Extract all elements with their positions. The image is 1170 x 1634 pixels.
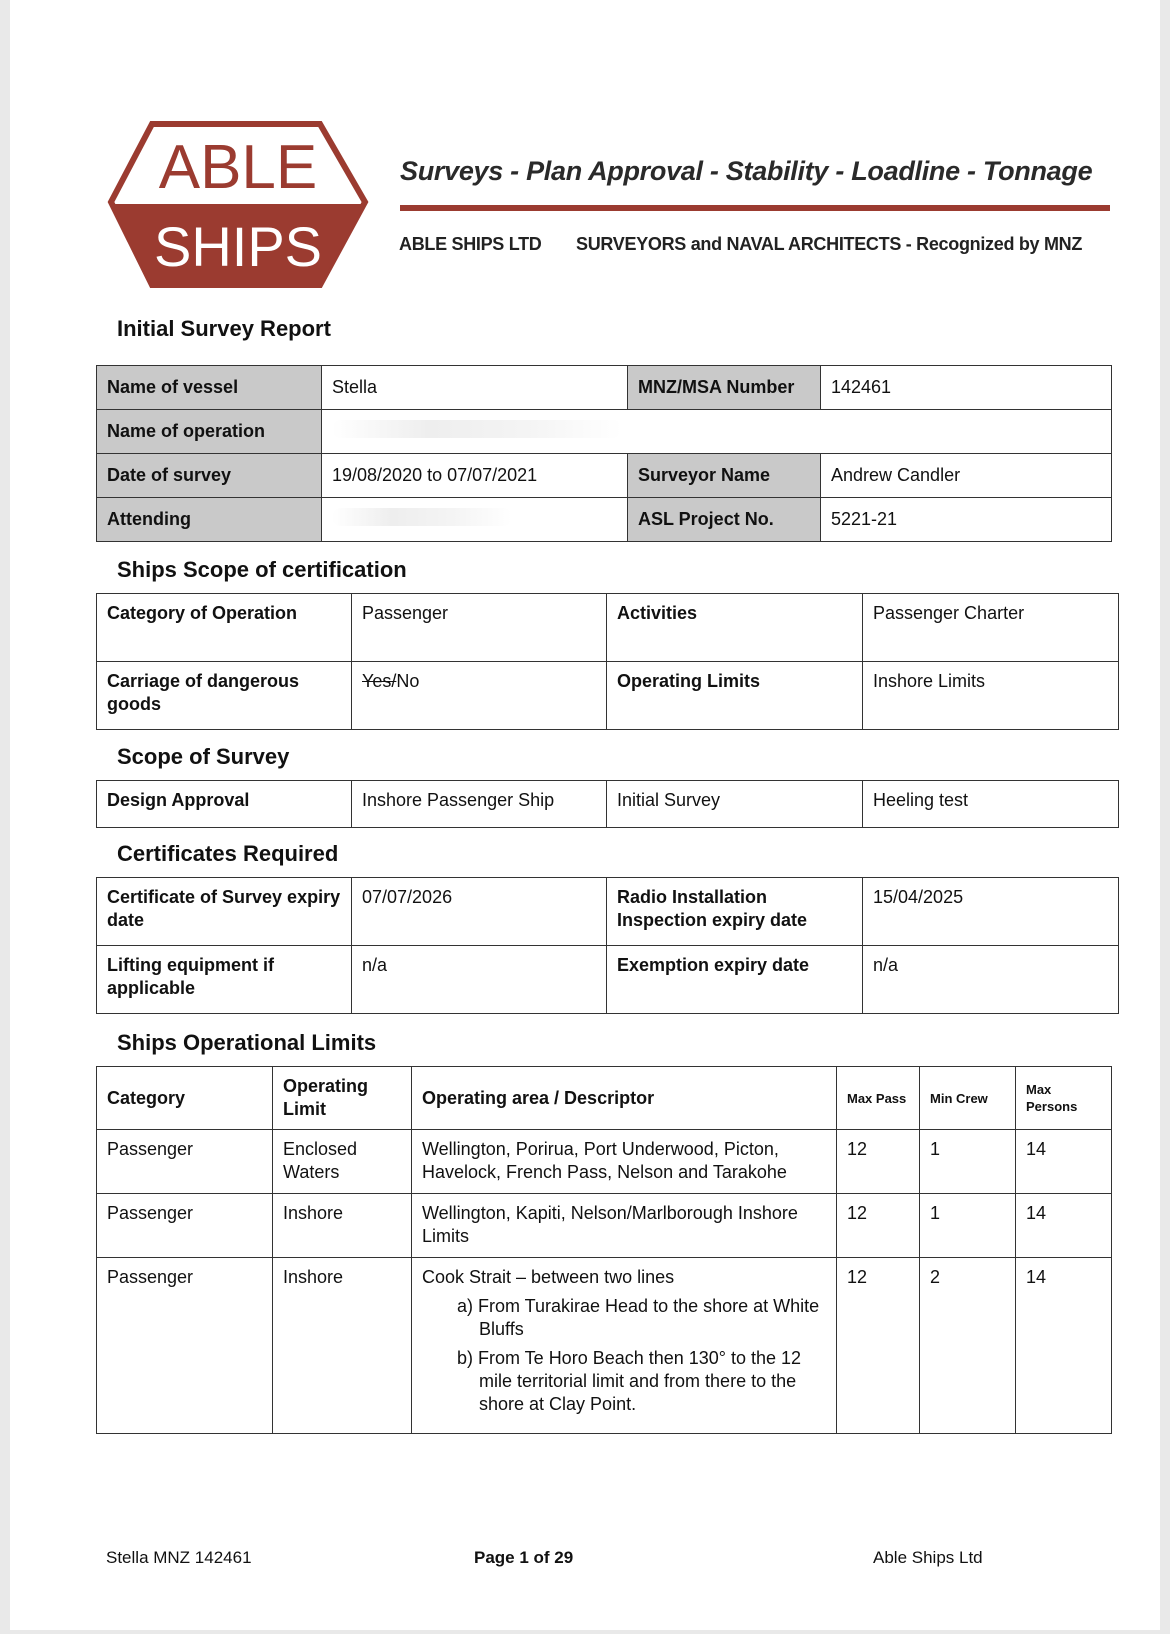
cell-operating-area (412, 1258, 837, 1434)
scope-cell-survey-type: Initial Survey (607, 781, 863, 828)
report-title: Initial Survey Report (117, 316, 331, 341)
cell-operating-limit: Inshore (273, 1258, 412, 1434)
value-surveyor-name: Andrew Candler (821, 454, 1112, 498)
struck-option: Yes/ (362, 671, 397, 691)
cell-operating-area: Wellington, Porirua, Port Underwood, Picton, Havelock, French Pass, Nelson and Tarakohe (412, 1130, 837, 1194)
value-radio-expiry: 15/04/2025 (863, 878, 1119, 946)
value-operating-limits: Inshore Limits (863, 662, 1119, 730)
label-attending: Attending (97, 498, 322, 542)
cell-category: Passenger (97, 1194, 273, 1258)
value-date-of-survey: 19/08/2020 to 07/07/2021 (322, 454, 628, 498)
col-header-category: Category (97, 1067, 273, 1130)
logo-text-top: ABLE (158, 133, 318, 202)
header-subtagline: SURVEYORS and NAVAL ARCHITECTS - Recognized by MNZ (576, 234, 1083, 254)
value-attending (322, 498, 628, 542)
area-line-a: a) From Turakirae Head to the shore at White Bluffs (457, 1296, 820, 1339)
cell-category: Passenger (97, 1258, 273, 1434)
label-surveyor-name: Surveyor Name (628, 454, 821, 498)
cell-min-crew: 1 (920, 1194, 1016, 1258)
label-operating-limits: Operating Limits (607, 662, 863, 730)
heading-scope-certification: Ships Scope of certification (117, 557, 407, 582)
scope-cert-table (96, 593, 1119, 730)
vessel-table (96, 365, 1112, 542)
label-project-no: ASL Project No. (628, 498, 821, 542)
redacted-text (332, 508, 512, 526)
cell-operating-limit: Enclosed Waters (273, 1130, 412, 1194)
operational-limits-table (96, 1066, 1112, 1434)
cell-operating-limit: Inshore (273, 1194, 412, 1258)
redacted-text (332, 420, 622, 438)
label-date-of-survey: Date of survey (97, 454, 322, 498)
area-intro: Cook Strait – between two lines (422, 1267, 675, 1287)
cell-operating-area: Wellington, Kapiti, Nelson/Marlborough Inshore Limits (412, 1194, 837, 1258)
value-mnz-number: 142461 (821, 366, 1112, 410)
footer-page-number: Page 1 of 29 (474, 1548, 574, 1567)
logo-text-bottom: SHIPS (153, 215, 323, 278)
scope-cell-ship-type: Inshore Passenger Ship (352, 781, 607, 828)
label-mnz-number: MNZ/MSA Number (628, 366, 821, 410)
table-row (97, 1258, 1112, 1434)
value-name-of-operation (322, 410, 1112, 454)
cell-max-pass: 12 (837, 1258, 920, 1434)
value-project-no: 5221-21 (821, 498, 1112, 542)
document-page (10, 0, 1160, 1630)
heading-operational-limits: Ships Operational Limits (117, 1030, 377, 1055)
label-activities: Activities (607, 594, 863, 662)
certificates-table (96, 877, 1119, 1014)
footer-left: Stella MNZ 142461 (106, 1548, 252, 1567)
header-tagline: Surveys - Plan Approval - Stability - Loadline - Tonnage (400, 156, 1093, 186)
col-header-operating-limit: Operating Limit (273, 1067, 412, 1130)
value-lifting-equipment: n/a (352, 946, 607, 1014)
col-header-min-crew: Min Crew (920, 1067, 1016, 1130)
label-exemption-expiry: Exemption expiry date (607, 946, 863, 1014)
footer-right: Able Ships Ltd (873, 1548, 983, 1567)
heading-certificates-required: Certificates Required (117, 841, 339, 866)
label-lifting-equipment: Lifting equipment if applicable (97, 946, 352, 1014)
value-exemption-expiry: n/a (863, 946, 1119, 1014)
able-ships-logo (107, 120, 369, 290)
cell-max-persons: 14 (1016, 1194, 1112, 1258)
label-name-of-operation: Name of operation (97, 410, 322, 454)
label-dangerous-goods: Carriage of dangerous goods (97, 662, 352, 730)
col-header-operating-area: Operating area / Descriptor (412, 1067, 837, 1130)
value-dangerous-goods (352, 662, 607, 730)
label-radio-expiry: Radio Installation Inspection expiry date (607, 878, 863, 946)
table-row (97, 1194, 1112, 1258)
table-row (97, 1130, 1112, 1194)
label-cos-expiry: Certificate of Survey expiry date (97, 878, 352, 946)
col-header-max-pass: Max Pass (837, 1067, 920, 1130)
cell-category: Passenger (97, 1130, 273, 1194)
cell-max-pass: 12 (837, 1194, 920, 1258)
scope-cell-heeling-test: Heeling test (863, 781, 1119, 828)
col-header-max-persons: Max Persons (1016, 1067, 1112, 1130)
selected-option: No (396, 671, 420, 691)
cell-max-persons: 14 (1016, 1130, 1112, 1194)
cell-min-crew: 2 (920, 1258, 1016, 1434)
label-category-of-operation: Category of Operation (97, 594, 352, 662)
scope-survey-table (96, 780, 1119, 828)
area-line-b: b) From Te Horo Beach then 130° to the 12 mile territorial limit and from there to the shore at Clay Point. (457, 1348, 802, 1414)
heading-scope-of-survey: Scope of Survey (117, 744, 290, 769)
cell-max-pass: 12 (837, 1130, 920, 1194)
value-name-of-vessel: Stella (322, 366, 628, 410)
cell-max-persons: 14 (1016, 1258, 1112, 1434)
value-cos-expiry: 07/07/2026 (352, 878, 607, 946)
company-name: ABLE SHIPS LTD (399, 234, 542, 254)
value-activities: Passenger Charter (863, 594, 1119, 662)
cell-min-crew: 1 (920, 1130, 1016, 1194)
value-category-of-operation: Passenger (352, 594, 607, 662)
header-rule (400, 205, 1110, 211)
scope-cell-design-approval: Design Approval (97, 781, 352, 828)
label-name-of-vessel: Name of vessel (97, 366, 322, 410)
